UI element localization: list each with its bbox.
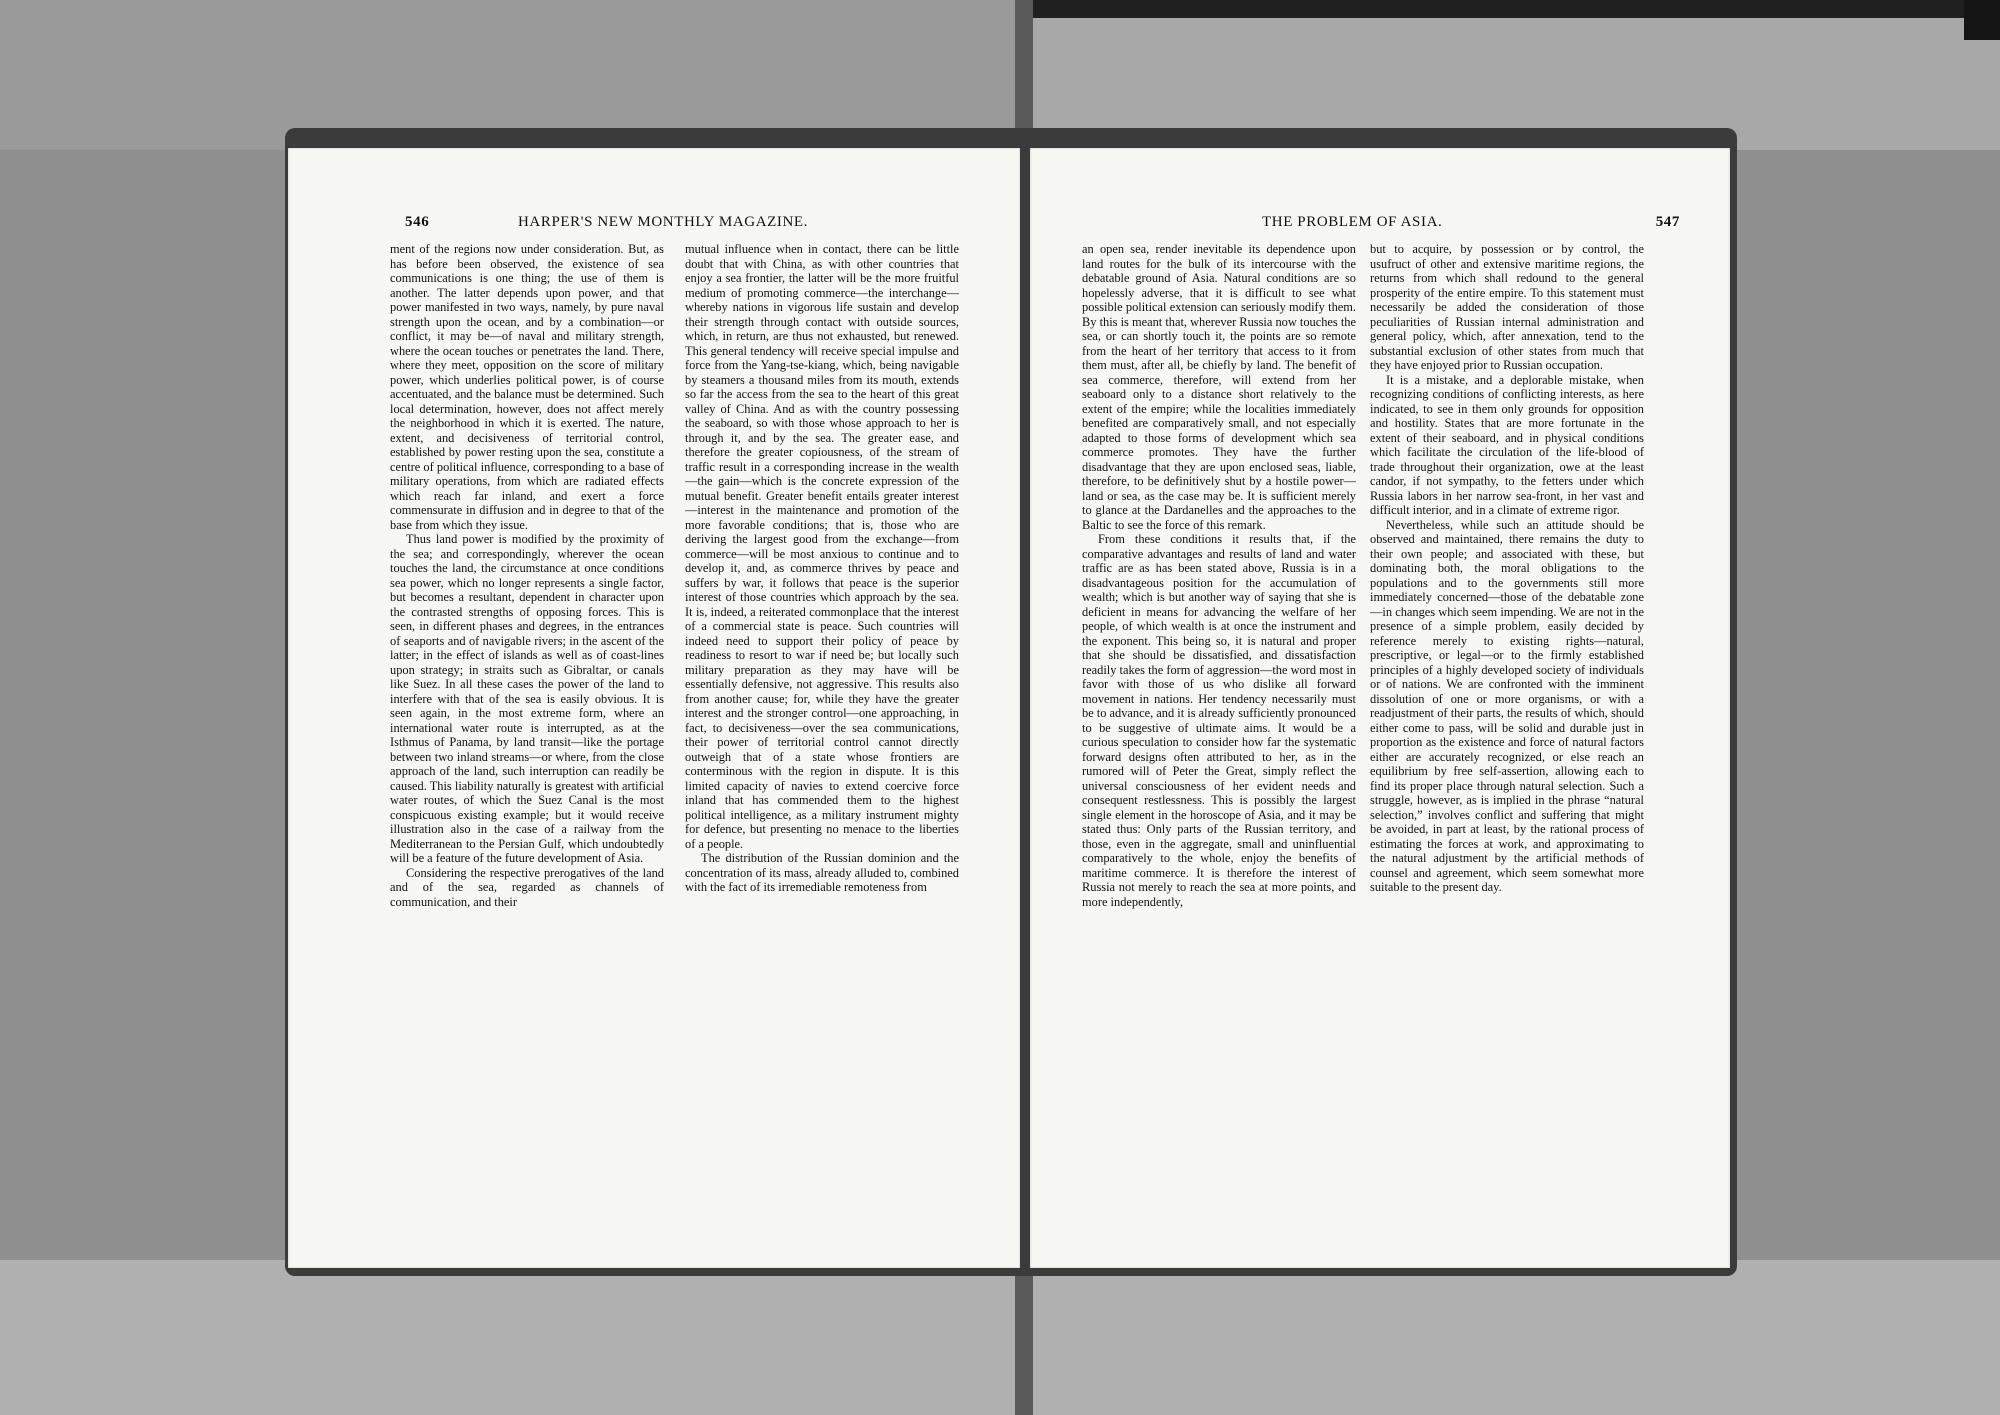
paragraph: From these conditions it results that, if the comparative advantages and results of land and water traffic are as has been stated above, Russia is in a disadvantageous position for the accumulation of wealth; which is but another way of saying that she is deficient in means for advancing the welfare of her people, of which wealth is at once the instrument and the exponent. This being so, it is natural and proper that she should be dissatisfied, and dissatisfaction readily takes the form of aggression—the word most in favor with those of us who dislike all forward movement in nations. Her tendency necessarily must be to advance, and it is already sufficiently pronounced to be suggestive of ultimate aims. It would be a curious speculation to consider how far the systematic forward designs often attributed to her, as in the rumored will of Peter the Great, simply reflect the universal consciousness of her evident needs and consequent restlessness. This is possibly the largest single element in the horoscope of Asia, and it may be stated thus: Only parts of the Russian territory, and those, even in the aggregate, small and uninfluential comparatively to the whole, enjoy the benefits of maritime commerce. It is therefore the interest of Russia not merely to reach the sea at more points, and more independently, (1082, 532, 1356, 909)
left-page-column-2 (685, 242, 959, 1222)
left-page-header (288, 214, 1020, 236)
paragraph: ment of the regions now under consideration. But, as has before been observed, the existence of sea communications is one thing; the use of them is another. The latter depends upon power, and that power manifested in two ways, namely, by pure naval strength upon the ocean, and by a combination—or conflict, it may be—of naval and military strength, where the ocean touches or penetrates the land. There, where they meet, opposition on the score of military power, which underlies political power, is of course accentuated, and the balance must be determined. Such local determination, however, does not affect merely the neighborhood in which it is exerted. The nature, extent, and decisiveness of territorial control, established by power resting upon the sea, constitute a centre of political influence, corresponding to a base of military operations, from which are radiated effects which reach far inland, and exert a force commensurate in diffusion and in degree to that of the base from which they issue. (390, 242, 664, 532)
paragraph: It is a mistake, and a deplorable mistake, when recognizing conditions of conflicting interests, as here indicated, to see in them only grounds for opposition and hostility. States that are more fortunate in the extent of their seaboard, and in physical conditions which facilitate the circulation of the life-blood of trade throughout their organization, owe at the least candor, if not sympathy, to the fetters under which Russia labors in her narrow sea-front, in her vast and difficult interior, and in a climate of extreme rigor. (1370, 372, 1644, 517)
left-page-column-1 (390, 242, 664, 1222)
right-page (1030, 148, 1730, 1268)
right-page-number: 547 (1655, 214, 1680, 230)
background-dark-strip (1030, 0, 2000, 18)
paragraph: Considering the respective prerogatives of the land and of the sea, regarded as channels of communication, and their (390, 865, 664, 909)
left-running-head: HARPER'S NEW MONTHLY MAGAZINE. (518, 214, 809, 230)
background-dark-corner (1964, 0, 2000, 40)
right-running-head: THE PROBLEM OF ASIA. (1262, 214, 1443, 230)
paragraph: but to acquire, by possession or by control, the usufruct of other and extensive maritime regions, the returns from which shall redound to the general prosperity of the entire empire. To this statement must necessarily be added the consideration of those peculiarities of Russian internal administration and general policy, which, after annexation, tend to the substantial exclusion of other states from much that they have enjoyed prior to Russian occupation. (1370, 242, 1644, 372)
paragraph: Thus land power is modified by the proximity of the sea; and correspondingly, wherever the ocean touches the land, the circumstance at once conditions sea power, which no longer represents a single factor, but becomes a resultant, dependent in character upon the contrasted strengths of opposing forces. This is seen, in different phases and degrees, in the entrances of seaports and of navigable rivers; in the ascent of the latter; in the effect of islands as well as of coast-lines upon strategy; in straits such as Gibraltar, or canals like Suez. In all these cases the power of the land to interfere with that of the sea is easily obvious. It is seen again, in the most extreme form, where an international water route is interrupted, as at the Isthmus of Panama, by land transit—like the portage between two inland streams—or where, from the close approach of the land, such interruption can readily be caused. This liability naturally is greatest with artificial water routes, of which the Suez Canal is the most conspicuous existing example; but it would receive illustration also in the case of a railway from the Mediterranean to the Persian Gulf, which undoubtedly will be a feature of the future development of Asia. (390, 532, 664, 865)
paragraph: Nevertheless, while such an attitude should be observed and maintained, there remains the duty to their own people; and associated with these, but dominating both, the moral obligations to the populations and to the governments still more immediately concerned—those of the debatable zone—in changes which seem impending. We are not in the presence of a simple problem, easily decided by reference merely to existing rights—natural, prescriptive, or legal—or to the firmly established principles of a highly developed society of individuals or of nations. We are confronted with the imminent dissolution of one or more organisms, or with a readjustment of their parts, the results of which, should either come to pass, will be solid and durable just in proportion as the existence and force of natural factors either are accurately recognized, or else reach an equilibrium by free self-assertion, allowing each to find its proper place through natural selection. Such a struggle, however, as is implied in the phrase “natural selection,” involves conflict and suffering that might be avoided, in part at least, by the rational process of estimating the forces at work, and approximating to the natural adjustment by the artificial methods of counsel and agreement, which seem somewhat more suitable to the present day. (1370, 517, 1644, 894)
paragraph: mutual influence when in contact, there can be little doubt that with China, as with other countries that enjoy a sea frontier, the latter will be the more fruitful medium of promoting commerce—the interchange—whereby nations in vigorous life sustain and develop their strength through contact with outside sources, which, in return, are thus not exhausted, but renewed. This general tendency will receive special impulse and force from the Yang-tse-kiang, which, being navigable by steamers a thousand miles from its mouth, extends so far the access from the sea to the heart of this great valley of China. And as with the country possessing the seaboard, so with those whose approach to her is through it, and by the sea. The greater ease, and therefore the greater copiousness, of the stream of traffic result in a corresponding increase in the wealth—the gain—which is the concrete expression of the mutual benefit. Greater benefit entails greater interest—interest in the maintenance and promotion of the more favorable conditions; that is, those who are deriving the largest good from the exchange—from commerce—will be most anxious to continue and to develop it, and, as commerce thrives by peace and suffers by war, it follows that peace is the superior interest of those countries which approach by the sea. It is, indeed, a reiterated commonplace that the interest of a commercial state is peace. Such countries will indeed need to support their policy of peace by readiness to resort to war if need be; but locally such military preparation as they may have will be essentially defensive, not aggressive. This results also from another cause; for, while they have the greater interest and the stronger control—one approaching, in fact, to decisiveness—over the sea communications, their power of territorial control cannot directly outweigh that of a state whose frontiers are conterminous with the region in dispute. It is this limited capacity of navies to extend coercive force inland that has commended them to the highest political intelligence, as a military instrument mighty for defence, but presenting no menace to the liberties of a people. (685, 242, 959, 851)
paragraph: an open sea, render inevitable its dependence upon land routes for the bulk of its intercourse with the debatable ground of Asia. Natural conditions are so hopelessly adverse, that it is difficult to see what possible political extension can seriously modify them. By this is meant that, wherever Russia now touches the sea, or can shortly touch it, the points are so remote from the heart of her territory that access to it from them must, after all, be chiefly by land. The benefit of sea commerce, therefore, will extend from her seaboard only to a distance short relatively to the extent of the empire; while the localities immediately benefited are comparatively small, and not especially adapted to those forms of development which sea commerce promotes. They have the further disadvantage that they are upon enclosed seas, liable, therefore, to be definitively shut by a hostile power—land or sea, as the case may be. It is sufficient merely to glance at the Dardanelles and the approaches to the Baltic to see the force of this remark. (1082, 242, 1356, 532)
left-page-number: 546 (405, 214, 430, 230)
left-page (288, 148, 1020, 1268)
right-page-column-1 (1082, 242, 1356, 1222)
background-bottom (0, 1260, 2000, 1415)
right-page-header (1030, 214, 1730, 236)
paragraph: The distribution of the Russian dominion and the concentration of its mass, already alluded to, combined with the fact of its irremediable remoteness from (685, 851, 959, 894)
right-page-column-2 (1370, 242, 1644, 1222)
